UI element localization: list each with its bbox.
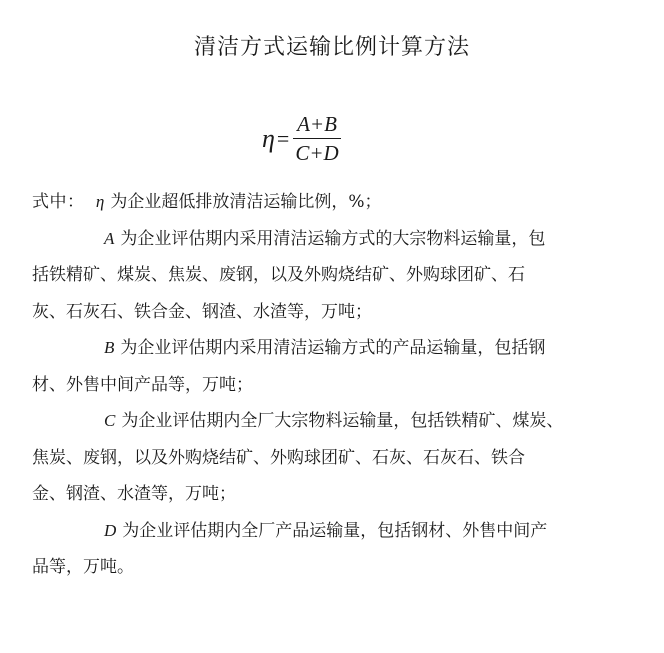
definition-b-line-2: 材、外售中间产品等，万吨； — [32, 374, 253, 395]
document-title: 清洁方式运输比例计算方法 — [193, 35, 470, 60]
definition-c-line-2: 焦炭、废钢，以及外购烧结矿、外购球团矿、石灰、石灰石、铁合 — [32, 447, 525, 468]
formula-denominator: C+D — [295, 141, 339, 165]
definition-a-line-3: 灰、石灰石、铁合金、钢渣、水渣等，万吨； — [32, 301, 372, 322]
a-text-1: 为企业评估期内采用清洁运输方式的大宗物料运输量，包 — [120, 228, 546, 249]
definition-a-line-2: 括铁精矿、煤炭、焦炭、废钢，以及外购烧结矿、外购球团矿、石 — [32, 265, 525, 285]
eta-symbol: η — [95, 192, 105, 211]
formula — [262, 112, 343, 165]
formula-equals-sign: = — [276, 125, 290, 151]
definition-a-line-1 — [32, 221, 632, 258]
c-text-1: 为企业评估期内全厂大宗物料运输量，包括铁精矿、煤炭、 — [121, 411, 564, 431]
formula-numerator: A+B — [293, 112, 341, 139]
d-text-1: 为企业评估期内全厂产品运输量，包括钢材、外售中间产 — [122, 520, 548, 541]
intro-label: 式中： — [32, 192, 85, 212]
b-text-1: 为企业评估期内采用清洁运输方式的产品运输量，包括钢 — [120, 338, 546, 358]
definition-d-line-1 — [32, 513, 632, 550]
b-symbol: B — [104, 338, 115, 357]
definition-b-line-1 — [32, 330, 632, 367]
formula-fraction — [291, 112, 342, 165]
d-symbol: D — [104, 520, 117, 540]
a-symbol: A — [104, 228, 115, 248]
definition-eta — [32, 184, 632, 221]
definitions-body — [32, 184, 632, 586]
eta-text: 为企业超低排放清洁运输比例，%； — [110, 192, 382, 212]
c-symbol: C — [104, 411, 116, 430]
definition-d-line-2: 品等，万吨。 — [32, 557, 134, 577]
definition-c-line-1 — [32, 403, 632, 440]
definition-c-line-3: 金、钢渣、水渣等，万吨； — [32, 484, 236, 504]
formula-eta-symbol: η — [262, 123, 275, 153]
